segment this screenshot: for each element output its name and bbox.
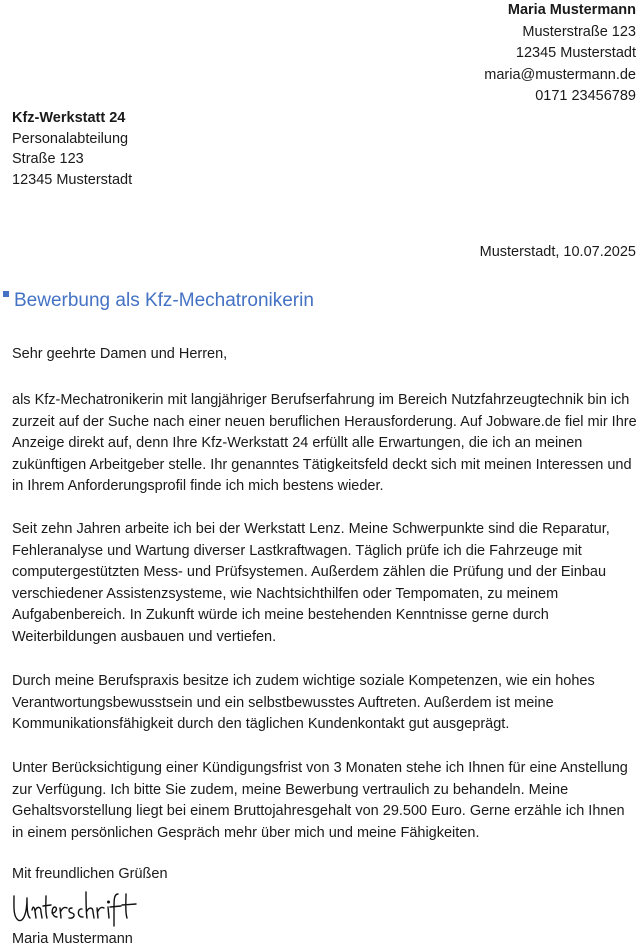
- sender-street: Musterstraße 123: [522, 23, 636, 40]
- recipient-company: Kfz-Werkstatt 24: [12, 110, 126, 126]
- subject-marker: [3, 291, 9, 297]
- salutation: Sehr geehrte Damen und Herren,: [12, 346, 228, 362]
- signed-name: Maria Mustermann: [12, 931, 133, 947]
- sender-name: Maria Mustermann: [507, 2, 636, 18]
- body-paragraph-1: als Kfz-Mechatronikerin mit langjähriger Berufserfahrung im Bereich Nutzfahrzeugtechnik bin ich zurzeit auf der Suche nach einer neuen beruflichen Herausforderung. Auf Jobware.de fiel mir Ihre Anzeige direkt auf, denn Ihre Kfz-Werkstatt 24 erfüllt alle Erwartungen, die ich an meinen zukünftigen Arbeitgeber stelle. Ihr genanntes Tätigkeitsfeld deckt sich mit meinen Interessen und in Ihrem Anforderungsprofil finde ich mich bestens wieder.: [12, 392, 637, 495]
- sender-phone: 0171 23456789: [535, 88, 636, 104]
- recipient-city: 12345 Musterstadt: [12, 171, 133, 188]
- recipient-department: Personalabteilung: [12, 130, 129, 147]
- body-paragraph-4: Unter Berücksichtigung einer Kündigungsfrist von 3 Monaten stehe ich Ihnen für eine Anstellung zur Verfügung. Ich bitte Sie zudem, meine Bewerbung vertraulich zu behandeln. Meine Gehaltsvorstellung liegt bei einem Bruttojahresgehalt von 29.500 Euro. Gerne erzähle ich Ihnen in einem persönlichen Gespräch mehr über mich und meine Fähigkeiten.: [12, 760, 628, 841]
- recipient-street: Straße 123: [12, 151, 84, 167]
- sender-address-block: [484, 0, 636, 108]
- recipient-address-block: [12, 108, 132, 190]
- handwritten-signature: [10, 886, 140, 928]
- letter-subject: Bewerbung als Kfz-Mechatronikerin: [14, 290, 314, 311]
- sender-email: maria@mustermann.de: [484, 66, 636, 83]
- closing-phrase: Mit freundlichen Grüßen: [12, 866, 168, 882]
- body-paragraph-3: Durch meine Berufspraxis besitze ich zudem wichtige soziale Kompetenzen, wie ein hohes Verantwortungsbewusstsein und ein selbstbewusstes Auftreten. Außerdem ist meine Kommunikationsfähigkeit durch den täglichen Kundenkontakt gut ausgeprägt.: [12, 673, 595, 733]
- letter-date: Musterstadt, 10.07.2025: [479, 244, 636, 260]
- body-paragraph-2: Seit zehn Jahren arbeite ich bei der Werkstatt Lenz. Meine Schwerpunkte sind die Reparatur, Fehleranalyse und Wartung diverser Lastkraftwagen. Täglich prüfe ich die Fahrzeuge mit computergestützten Mess- und Prüfsystemen. Außerdem zählen die Prüfung und der Einbau verschiedener Assistenzsysteme, wie Nachtsichthilfen oder Tempomaten, zu meinem Aufgabenbereich. In Zukunft würde ich meine bestehenden Kenntnisse gerne durch Weiterbildungen ausbauen und vertiefen.: [12, 521, 610, 645]
- sender-city: 12345 Musterstadt: [515, 45, 636, 61]
